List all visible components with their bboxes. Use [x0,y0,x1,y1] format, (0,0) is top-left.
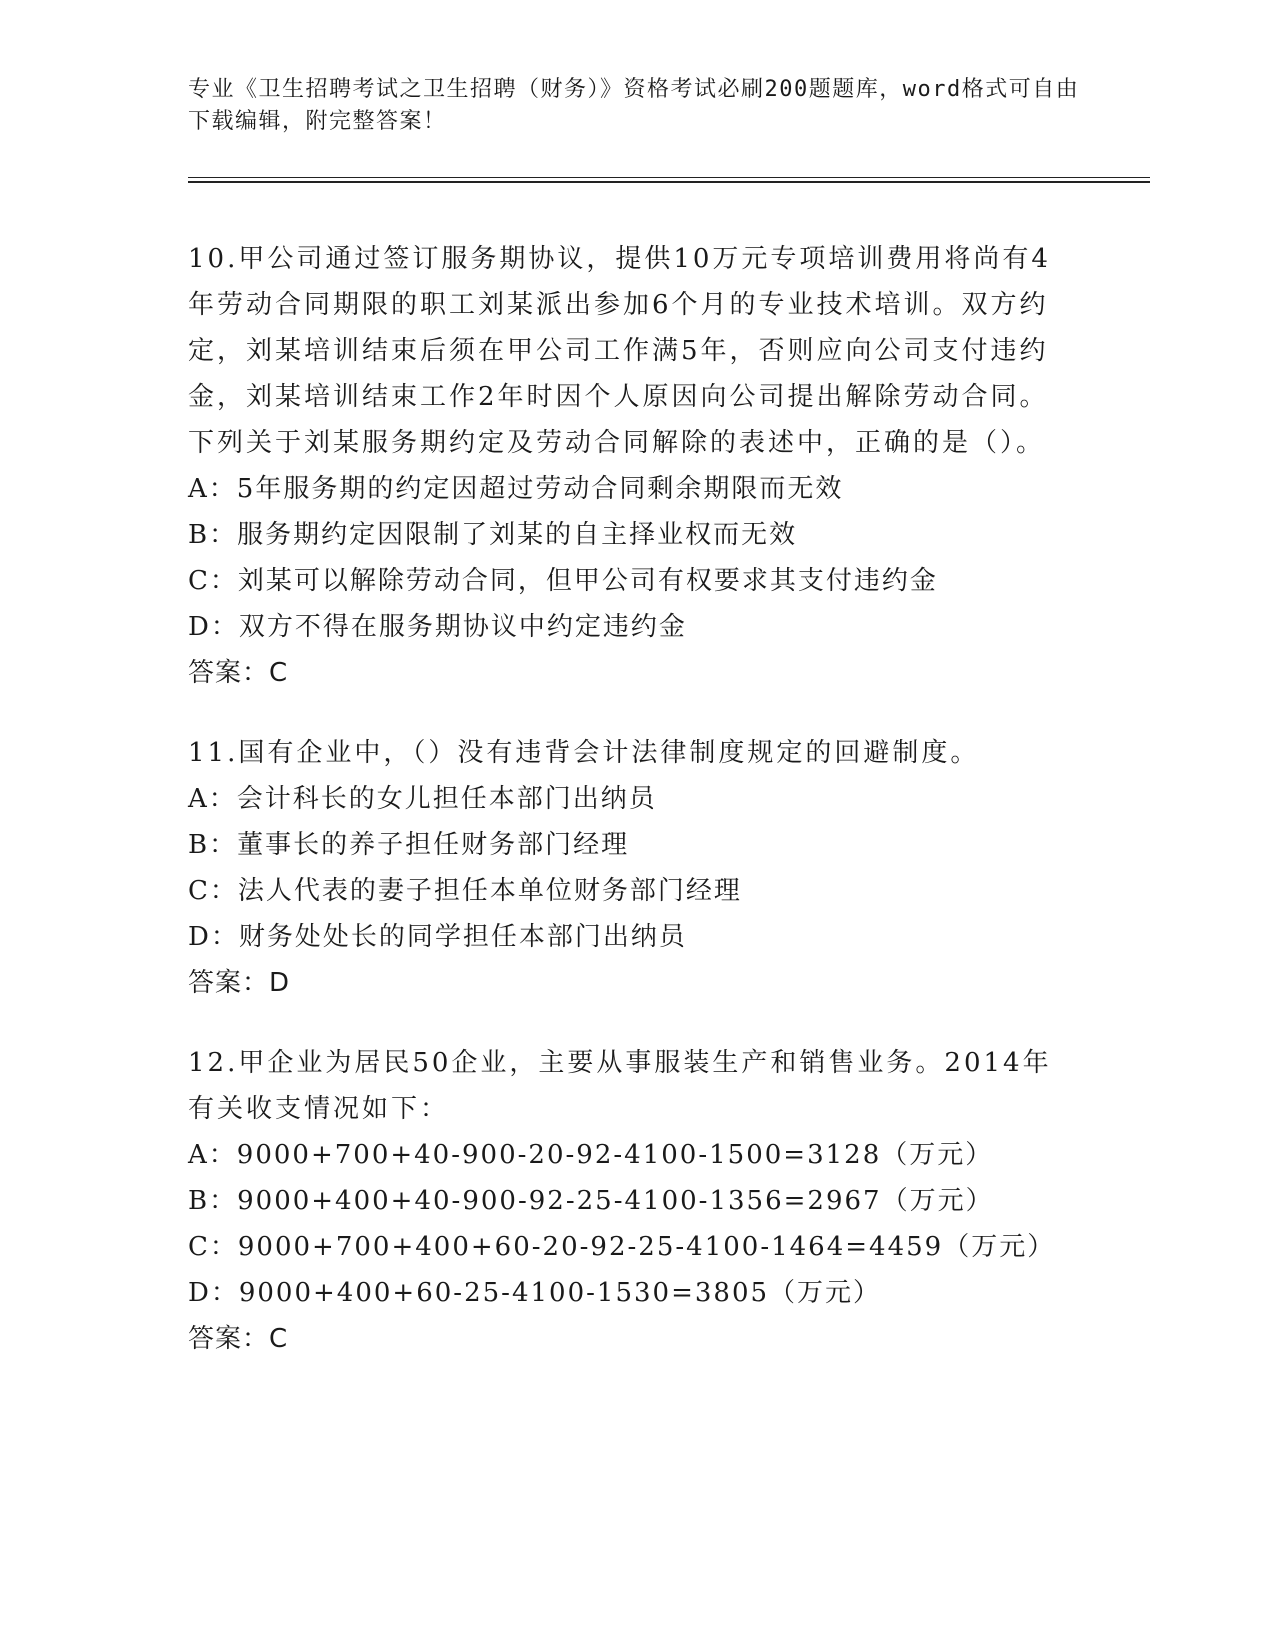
question-text: 12.甲企业为居民50企业，主要从事服装生产和销售业务。2014年有关收支情况如下： [188,1048,1052,1124]
header-divider-thin [188,177,1150,178]
option-a: A：9000+700+40-900-20-92-4100-1500=3128（万元） [188,1140,994,1170]
answer: 答案：C [188,1324,289,1354]
option-b: B：9000+400+40-900-92-25-4100-1356=2967（万元） [188,1186,994,1216]
answer: 答案：C [188,658,289,688]
answer: 答案：D [188,968,291,998]
option-a: A：会计科长的女儿担任本部门出纳员 [188,784,657,814]
option-d: D：财务处处长的同学担任本部门出纳员 [188,922,687,952]
question-11 [188,730,1068,1006]
header-divider-thick [188,181,1150,183]
option-d: D：9000+400+60-25-4100-1530=3805（万元） [188,1278,882,1308]
question-12 [188,1040,1068,1362]
question-list [188,236,1068,1396]
question-text: 11.国有企业中，（）没有违背会计法律制度规定的回避制度。 [188,738,980,768]
question-text: 10.甲公司通过签订服务期协议，提供10万元专项培训费用将尚有4年劳动合同期限的职工刘某派出参加6个月的专业技术培训。双方约定，刘某培训结束后须在甲公司工作满5年，否则应向公司支付违约金，刘某培训结束工作2年时因个人原因向公司提出解除劳动合同。下列关于刘某服务期约定及劳动合同解除的表述中，正确的是（）。 [188,244,1051,458]
option-d: D：双方不得在服务期协议中约定违约金 [188,612,687,642]
option-c: C：法人代表的妻子担任本单位财务部门经理 [188,876,742,906]
document-header: 专业《卫生招聘考试之卫生招聘（财务）》资格考试必刷200题题库，word格式可自由下载编辑，附完整答案！ [188,77,1080,134]
option-c: C：9000+700+400+60-20-92-25-4100-1464=4459（万元） [188,1232,1056,1262]
question-10 [188,236,1068,696]
option-c: C：刘某可以解除劳动合同，但甲公司有权要求其支付违约金 [188,566,938,596]
option-b: B：服务期约定因限制了刘某的自主择业权而无效 [188,520,798,550]
option-a: A：5年服务期的约定因超过劳动合同剩余期限而无效 [188,474,844,504]
option-b: B：董事长的养子担任财务部门经理 [188,830,630,860]
